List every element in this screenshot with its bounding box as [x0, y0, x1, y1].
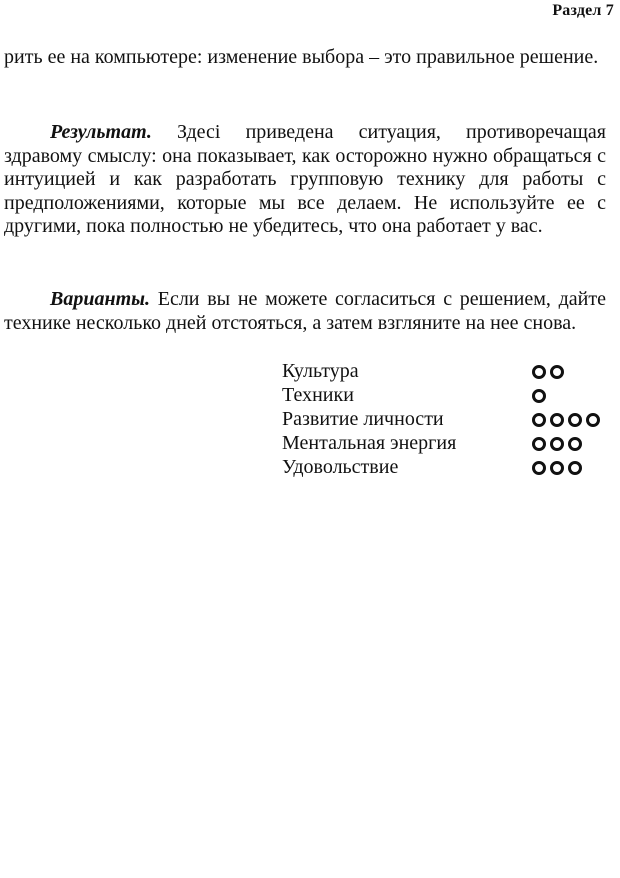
rating-row	[282, 407, 620, 431]
paragraph-continuation	[4, 46, 606, 70]
paragraph-text: Здесі приведена ситуация, противоречащая здравому смыслу: она показывает, как осторожно нужно обращаться с интуицией и как разработать групповую технику для работы с предположениями, которые мы все делаем. Не используйте ее с другими, пока полностью не убедитесь, что она работает у вас.	[4, 121, 606, 238]
rating-row	[282, 383, 620, 407]
rating-circle-icon	[532, 437, 546, 451]
rating-circle-icon	[550, 437, 564, 451]
rating-circle-icon	[550, 413, 564, 427]
rating-label: Ментальная энергия	[282, 432, 457, 454]
rating-row	[282, 431, 620, 455]
rating-label: Развитие личности	[282, 408, 444, 430]
paragraph-variants	[4, 288, 606, 335]
rating-circle-icon	[532, 389, 546, 403]
rating-circle-icon	[532, 365, 546, 379]
rating-circle-icon	[586, 413, 600, 427]
rating-label: Удовольствие	[282, 456, 399, 478]
rating-circle-icon	[568, 437, 582, 451]
rating-label: Культура	[282, 360, 359, 382]
paragraph-result	[4, 121, 606, 239]
rating-row	[282, 359, 620, 383]
rating-circle-icon	[532, 461, 546, 475]
paragraph-text: рить ее на компьютере: изменение выбора – это правильное решение.	[4, 46, 599, 68]
paragraph-lead-result: Результат.	[50, 121, 152, 143]
section-header: Раздел 7	[552, 2, 614, 19]
paragraph-lead-variants: Варианты.	[50, 288, 150, 310]
paragraph-text: Если вы не можете согласиться с решением, дайте технике несколько дней отстояться, а затем взгляните на нее снова.	[4, 288, 606, 334]
ratings-table	[282, 359, 620, 479]
rating-row	[282, 455, 620, 479]
rating-circle-icon	[568, 413, 582, 427]
rating-circle-icon	[550, 461, 564, 475]
rating-circle-icon	[532, 413, 546, 427]
rating-label: Техники	[282, 384, 354, 406]
rating-circle-icon	[568, 461, 582, 475]
rating-circle-icon	[550, 365, 564, 379]
